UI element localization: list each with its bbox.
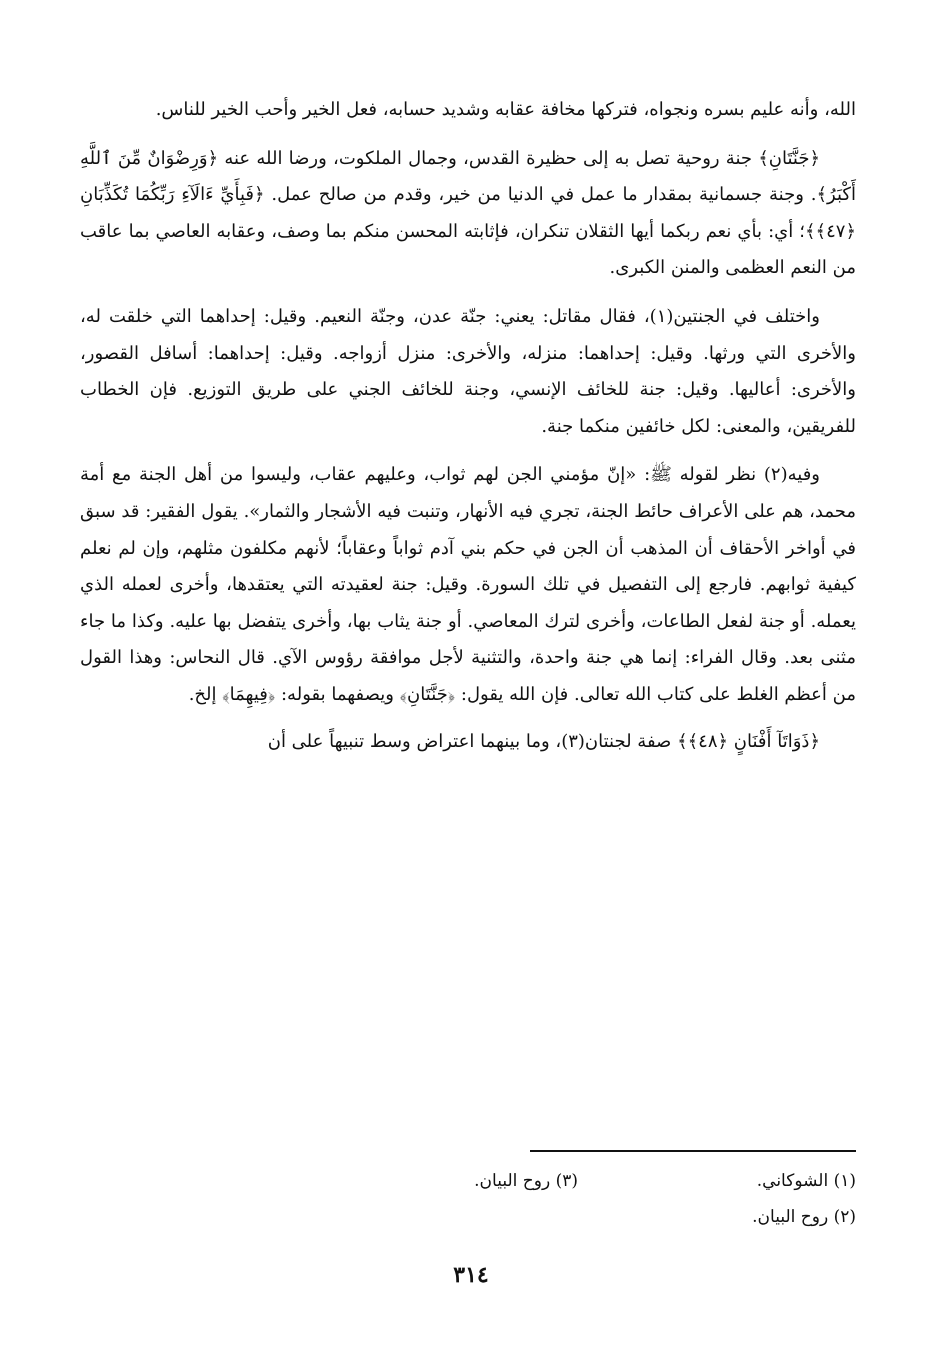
footnote-2: (٢) روح البيان. bbox=[752, 1207, 856, 1227]
page-number: ٣١٤ bbox=[453, 1262, 489, 1288]
paragraph-2: ﴿جَنَّتَانِ﴾ جنة روحية تصل به إلى حظيرة القدس، وجمال الملكوت، ورضا الله عنه ﴿وَرِضْوَانٌ مِّنَ ٱللَّهِ أَكْبَرُ﴾. وجنة جسمانية بمقدار ما عمل في الدنيا من خير، وقدم من صالح عمل. ﴿فَبِأَيِّ ءَالَآءِ رَبِّكُمَا تُكَذِّبَانِ ﴿٤٧﴾﴾؛ أي: بأي نعم ربكما أيها الثقلان تنكران، فإثابته المحسن منكم بما وصف، وعقابه العاصي بما عاقب من النعم العظمى والمنن الكبرى. bbox=[80, 147, 856, 279]
paragraph-4: وفيه(٢) نظر لقوله ﷺ: «إنّ مؤمني الجن لهم ثواب، وعليهم عقاب، وليسوا من أهل الجنة مع أمة محمد، هم على الأعراف حائط الجنة، تجري فيه الأنهار، وتنبت فيه الأشجار والثمار». يقول الفقير: قد سبق في أواخر الأحقاف أن المذهب أن الجن في حكم بني آدم ثواباً وعقاباً؛ لأنهم مكلفون مثلهم، وإن لم نعلم كيفية ثوابهم. فارجع إلى التفصيل في تلك السورة. وقيل: جنة لعقيدته التي يعتقدها، وأخرى لعمله الذي يعمله. أو جنة لفعل الطاعات، وأخرى لترك المعاصي. أو جنة يثاب بها، وأخرى يتفضل بها عليه. وكذا ما جاء مثنى بعد. وقال الفراء: إنما هي جنة واحدة، والتثنية لأجل موافقة رؤوس الآي. قال النحاس: وهذا القول من أعظم الغلط على كتاب الله تعالى. فإن الله يقول: ﴿جَنَّتَانِ﴾ ويصفهما بقوله: ﴿فِيهِمَا﴾ إلخ. bbox=[80, 464, 856, 705]
footnotes bbox=[300, 1166, 856, 1238]
paragraph-3: واختلف في الجنتين(١)، فقال مقاتل: يعني: جنّة عدن، وجنّة النعيم. وقيل: إحداهما التي خلقت له، والأخرى التي ورثها. وقيل: إحداهما: منزله، والأخرى: منزل أزواجه. وقيل: إحداهما: أسافل القصور، والأخرى: أعاليها. وقيل: جنة للخائف الإنسي، وجنة للخائف الجني على طريق التوزيع. فإن الخطاب للفريقين، والمعنى: لكل خائفين منكما جنة. bbox=[80, 305, 856, 437]
paragraph-5: ﴿ذَوَاتَآ أَفْنَانٍ ﴿٤٨﴾﴾ صفة لجنتان(٣)، وما بينهما اعتراض وسط تنبيهاً على أن bbox=[267, 730, 820, 752]
paragraph-1: الله، وأنه عليم بسره ونجواه، فتركها مخافة عقابه وشديد حسابه، فعل الخير وأحب الخير للناس. bbox=[155, 99, 856, 120]
footnote-divider bbox=[530, 1150, 856, 1152]
footnote-row-1 bbox=[300, 1166, 856, 1202]
footnote-1: (١) الشوكاني. bbox=[756, 1171, 856, 1191]
footnote-row-2 bbox=[300, 1202, 856, 1238]
footnote-3: (٣) روح البيان. bbox=[474, 1171, 578, 1191]
main-text bbox=[80, 92, 856, 772]
